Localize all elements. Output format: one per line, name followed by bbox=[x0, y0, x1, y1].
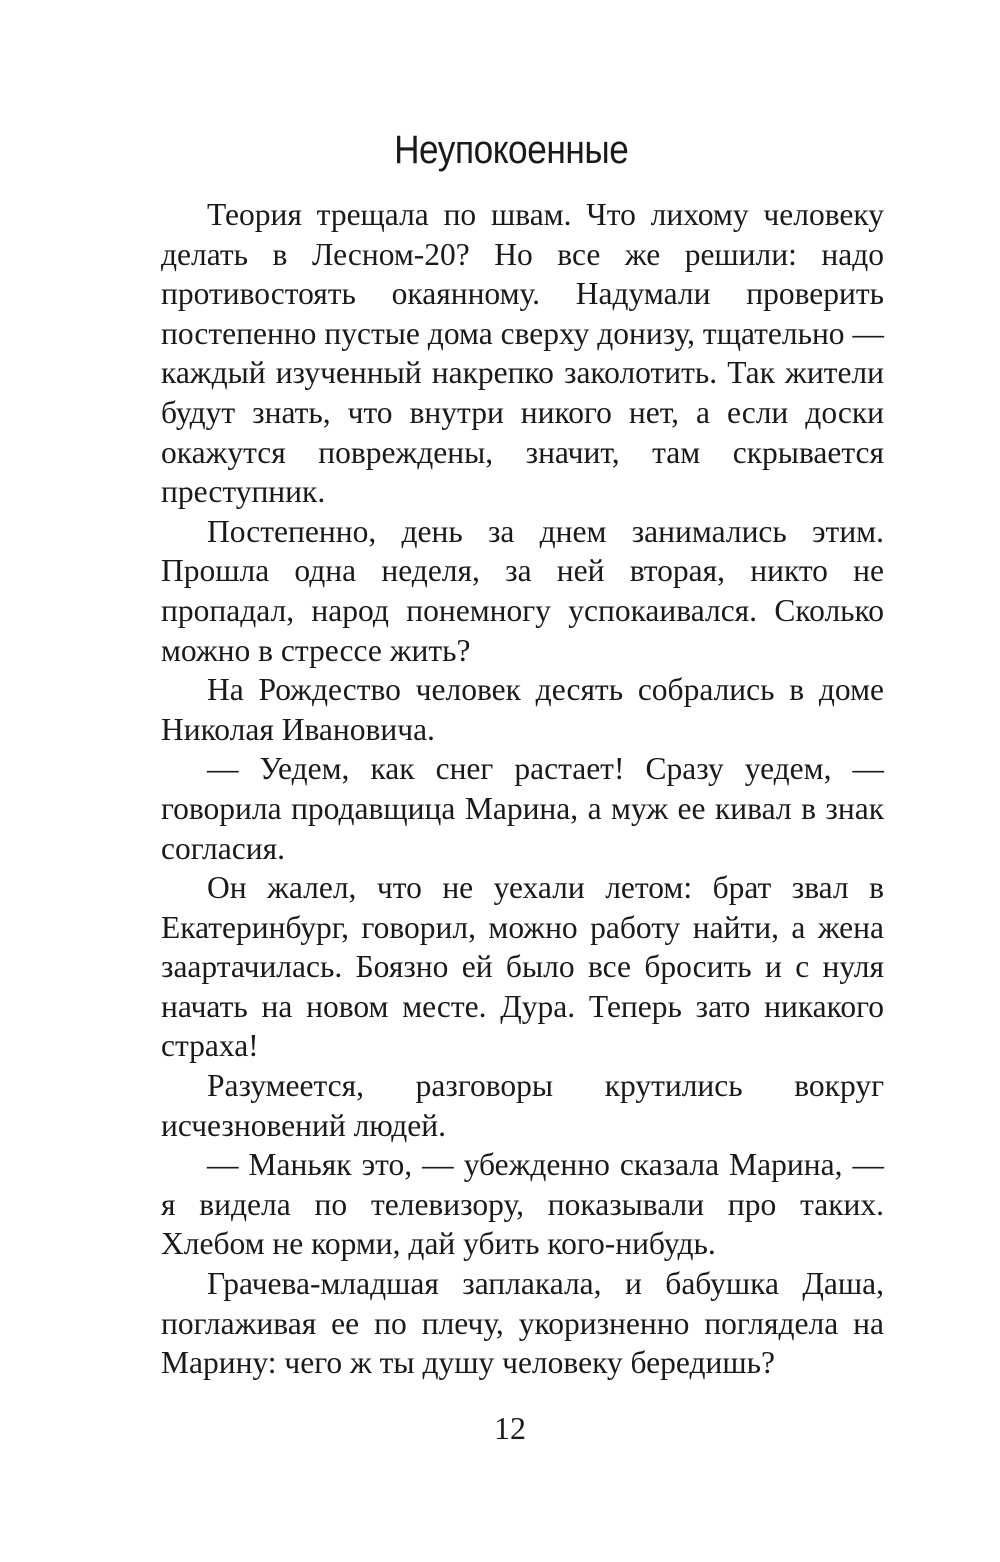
paragraph: Постепенно, день за днем занимались этим. Прошла одна неделя, за ней вторая, никто не пропадал, народ понемногу успокаивался. Сколько можно в стрессе жить? bbox=[161, 513, 884, 668]
paragraph: Грачева-младшая заплакала, и бабушка Даша, поглаживая ее по плечу, укоризненно поглядела на Марину: чего ж ты душу человеку бередишь? bbox=[161, 1266, 884, 1381]
paragraph: Теория трещала по швам. Что лихому человеку делать в Лесном-20? Но все же решили: надо противостоять окаянному. Надумали проверить постепенно пустые дома сверху донизу, тщательно — каждый изученный накрепко заколотить. Так жители будут знать, что внутри никого нет, а если доски окажутся повреждены, значит, там скрывается преступник. bbox=[161, 197, 884, 510]
paragraph: Разумеется, разговоры крутились вокруг исчезновений людей. bbox=[161, 1068, 884, 1143]
page-number: 12 bbox=[494, 1410, 526, 1446]
paragraph: На Рождество человек десять собрались в доме Николая Ивановича. bbox=[161, 672, 884, 747]
running-head: Неупокоенные bbox=[394, 128, 629, 172]
paragraph: — Маньяк это, — убежденно сказала Марина, — я видела по телевизору, показывали про таких. Хлебом не корми, дай убить кого-нибудь. bbox=[161, 1147, 884, 1262]
paragraph: Он жалел, что не уехали летом: брат звал в Екатеринбург, говорил, можно работу найти, а жена заартачилась. Боязно ей было все бросить и с нуля начать на новом месте. Дура. Теперь зато никакого страха! bbox=[161, 870, 884, 1064]
paragraph: — Уедем, как снег растает! Сразу уедем, — говорила продавщица Марина, а муж ее кивал в знак согласия. bbox=[161, 751, 884, 866]
body-text bbox=[161, 195, 884, 1383]
